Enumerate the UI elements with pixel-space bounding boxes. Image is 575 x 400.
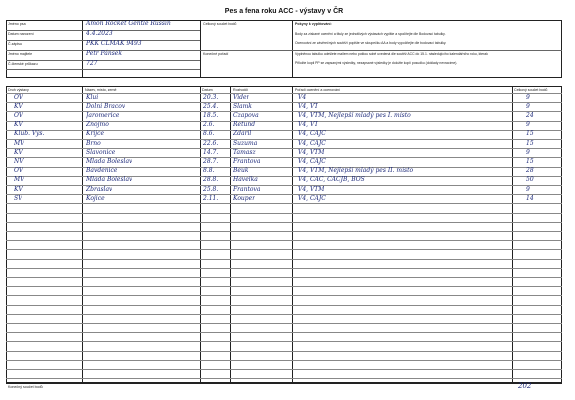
instruction-line: Vyplněnou tabulku odešlete mailem nebo poštou sobě uvedená dle soutěž ACC do 15.1. následujícího kalendářního roku, kterak — [295, 52, 488, 56]
cell-points[interactable]: 9 — [526, 93, 530, 101]
cell-judge[interactable]: Slamk — [233, 102, 252, 110]
cell-place[interactable]: Jaromerice — [86, 111, 120, 119]
row-rule — [6, 332, 562, 333]
cell-judge[interactable]: Retund — [233, 121, 256, 129]
cell-type[interactable]: OV — [14, 93, 24, 101]
cell-result[interactable]: V4, CAC, CACJB, BOS — [298, 176, 365, 184]
cell-type[interactable]: SV — [14, 194, 23, 202]
cell-points[interactable]: 50 — [526, 176, 534, 184]
cell-place[interactable]: Slavonice — [86, 148, 116, 156]
cell-type[interactable]: OV — [14, 167, 24, 175]
cell-result[interactable]: V4, VTM, Nejlepší mladý pes II. místo — [298, 167, 414, 175]
registration-number-value[interactable]: PKK CLMAK 9493 — [86, 40, 142, 47]
cell-type[interactable]: OV — [14, 111, 24, 119]
cell-date[interactable]: 8.6. — [203, 130, 215, 138]
cell-result[interactable]: V4, CAJC — [298, 157, 326, 165]
instruction-line: Ocenování ze závěrečných soutěží popište ve sloupečku AA a body vypočítejte dle bodovací tabulky. — [295, 41, 447, 45]
row-rule — [6, 323, 562, 324]
cell-type[interactable]: Klub. Výs. — [14, 130, 45, 138]
cell-place[interactable]: Klui — [86, 93, 99, 101]
cell-date[interactable]: 8.8. — [203, 167, 215, 175]
cell-place[interactable]: Brno — [86, 139, 101, 147]
cell-date[interactable]: 14.7. — [203, 148, 219, 156]
cell-date[interactable]: 22.6. — [203, 139, 219, 147]
cell-place[interactable]: Mlada Boleslav — [86, 176, 133, 184]
cell-points[interactable]: 28 — [526, 167, 534, 175]
cell-type[interactable]: KV — [14, 185, 23, 193]
form-title: Pes a fena roku ACC - výstavy v ČR — [224, 8, 344, 15]
cell-place[interactable]: Kojice — [86, 194, 105, 202]
row-rule — [6, 213, 562, 214]
row-rule — [6, 249, 562, 250]
cell-type[interactable]: NV — [14, 157, 24, 165]
footer-rule — [6, 383, 562, 384]
cell-date[interactable]: 28.7. — [203, 157, 219, 165]
cell-points[interactable]: 15 — [526, 157, 534, 165]
cell-judge[interactable]: Suzuma — [233, 139, 258, 147]
row-rule — [6, 259, 562, 260]
cell-points[interactable]: 24 — [526, 111, 534, 119]
cell-date[interactable]: 25.8. — [203, 185, 219, 193]
cell-points[interactable]: 9 — [526, 121, 530, 129]
cell-place[interactable]: Mlada Boleslav — [86, 157, 133, 165]
cell-type[interactable]: KV — [14, 148, 23, 156]
cell-points[interactable]: 15 — [526, 130, 534, 138]
col-header-judge: Rozhodčí — [233, 88, 249, 92]
cell-result[interactable]: V4, VT — [298, 121, 319, 129]
row-rule — [6, 360, 562, 361]
club-number-value[interactable]: 727 — [86, 60, 98, 67]
header-rule — [200, 50, 292, 51]
final-total-label: Konečný součet bodů — [8, 385, 43, 389]
birth-date-label: Datum narození — [8, 32, 34, 36]
cell-date[interactable]: 2.6. — [203, 121, 215, 129]
header-rule — [6, 69, 200, 70]
total-points-label: Celkový součet bodů — [203, 22, 237, 26]
row-rule — [6, 277, 562, 278]
cell-result[interactable]: V4, CAJC — [298, 194, 326, 202]
cell-points[interactable]: 9 — [526, 102, 530, 110]
cell-date[interactable]: 20.3. — [203, 93, 219, 101]
cell-judge[interactable]: Frantova — [233, 157, 261, 165]
cell-type[interactable]: KV — [14, 102, 23, 110]
header-divider — [292, 20, 293, 78]
row-rule — [6, 268, 562, 269]
cell-judge[interactable]: Zdaril — [233, 130, 252, 138]
cell-result[interactable]: V4, VTM, Nejlepší mladý pes I. místo — [298, 111, 411, 119]
cell-judge[interactable]: Beuk — [233, 167, 249, 175]
cell-result[interactable]: V4, VTM — [298, 185, 325, 193]
instructions-heading: Pokyny k vyplňování: — [295, 22, 332, 26]
instruction-line: Přiložte kopii PP se zapsanými výsledky, nezapsané výsledky je doložte kopií posudku (doklady nevracíme). — [295, 61, 458, 65]
cell-result[interactable]: V4, VTM — [298, 148, 325, 156]
cell-type[interactable]: MV — [14, 139, 25, 147]
cell-result[interactable]: V4, CAJC — [298, 130, 326, 138]
cell-place[interactable]: Zbraslav — [86, 185, 113, 193]
owner-label: Jméno majitele — [8, 52, 33, 56]
cell-date[interactable]: 2.11. — [203, 194, 219, 202]
row-rule — [6, 203, 562, 204]
cell-place[interactable]: Znojmo — [86, 121, 109, 129]
entry-form — [6, 4, 562, 392]
cell-judge[interactable]: Kouper — [233, 194, 256, 202]
cell-judge[interactable]: Havelka — [233, 176, 258, 184]
header-rule — [6, 60, 200, 61]
row-rule — [6, 295, 562, 296]
cell-result[interactable]: V4, CAJC — [298, 139, 326, 147]
dog-name-label: Jméno psa — [8, 22, 26, 26]
cell-judge[interactable]: Frantova — [233, 185, 261, 193]
row-rule — [6, 286, 562, 287]
cell-judge[interactable]: Czapova — [233, 111, 259, 119]
row-rule — [6, 378, 562, 379]
row-rule — [6, 341, 562, 342]
cell-result[interactable]: V4 — [298, 93, 307, 101]
row-rule — [6, 369, 562, 370]
final-total-value[interactable]: 202 — [518, 382, 532, 390]
header-divider — [200, 20, 201, 78]
birth-date-value[interactable]: 4.4.2023 — [86, 30, 113, 37]
cell-place[interactable]: Bavdenice — [86, 167, 118, 175]
row-rule — [6, 305, 562, 306]
club-number-label: Č.členské průkazu — [8, 62, 38, 66]
col-header-date: Datum — [202, 88, 213, 92]
instruction-line: Body za získané ocenění a tituly ze jednotlivých výstavách vypište a spočítejte dle Bodovací tabulky. — [295, 32, 446, 36]
cell-judge[interactable]: Tamasz — [233, 148, 256, 156]
registration-number-label: Č.zápisu — [8, 42, 22, 46]
cell-place[interactable]: Dolni Bracov — [86, 102, 126, 110]
cell-date[interactable]: 25.4. — [203, 102, 219, 110]
final-rank-label: Konečné pořadí — [203, 52, 229, 56]
cell-type[interactable]: KV — [14, 121, 23, 129]
row-rule — [6, 351, 562, 352]
cell-points[interactable]: 15 — [526, 139, 534, 147]
dog-name-value[interactable]: Amon Rocket Gentle Russin — [86, 20, 171, 27]
cell-type[interactable]: MV — [14, 176, 25, 184]
cell-place[interactable]: Krijce — [86, 130, 105, 138]
row-rule — [6, 222, 562, 223]
cell-points[interactable]: 14 — [526, 194, 534, 202]
cell-result[interactable]: V4, VT — [298, 102, 319, 110]
row-rule — [6, 240, 562, 241]
col-header-type: Druh výstavy — [8, 88, 29, 92]
cell-judge[interactable]: Vider — [233, 93, 250, 101]
col-header-place: Název, místo, země — [85, 88, 117, 92]
owner-value[interactable]: Petr Pánsek — [86, 50, 122, 57]
row-rule — [6, 314, 562, 315]
col-header-points: Celkový součet bodů — [514, 88, 548, 92]
cell-date[interactable]: 28.8. — [203, 176, 219, 184]
header-rule — [292, 50, 562, 51]
cell-points[interactable]: 9 — [526, 185, 530, 193]
col-header-result: Pořadí ocenění a ocenování — [295, 88, 340, 92]
cell-date[interactable]: 18.5. — [203, 111, 219, 119]
row-rule — [6, 231, 562, 232]
cell-points[interactable]: 9 — [526, 148, 530, 156]
